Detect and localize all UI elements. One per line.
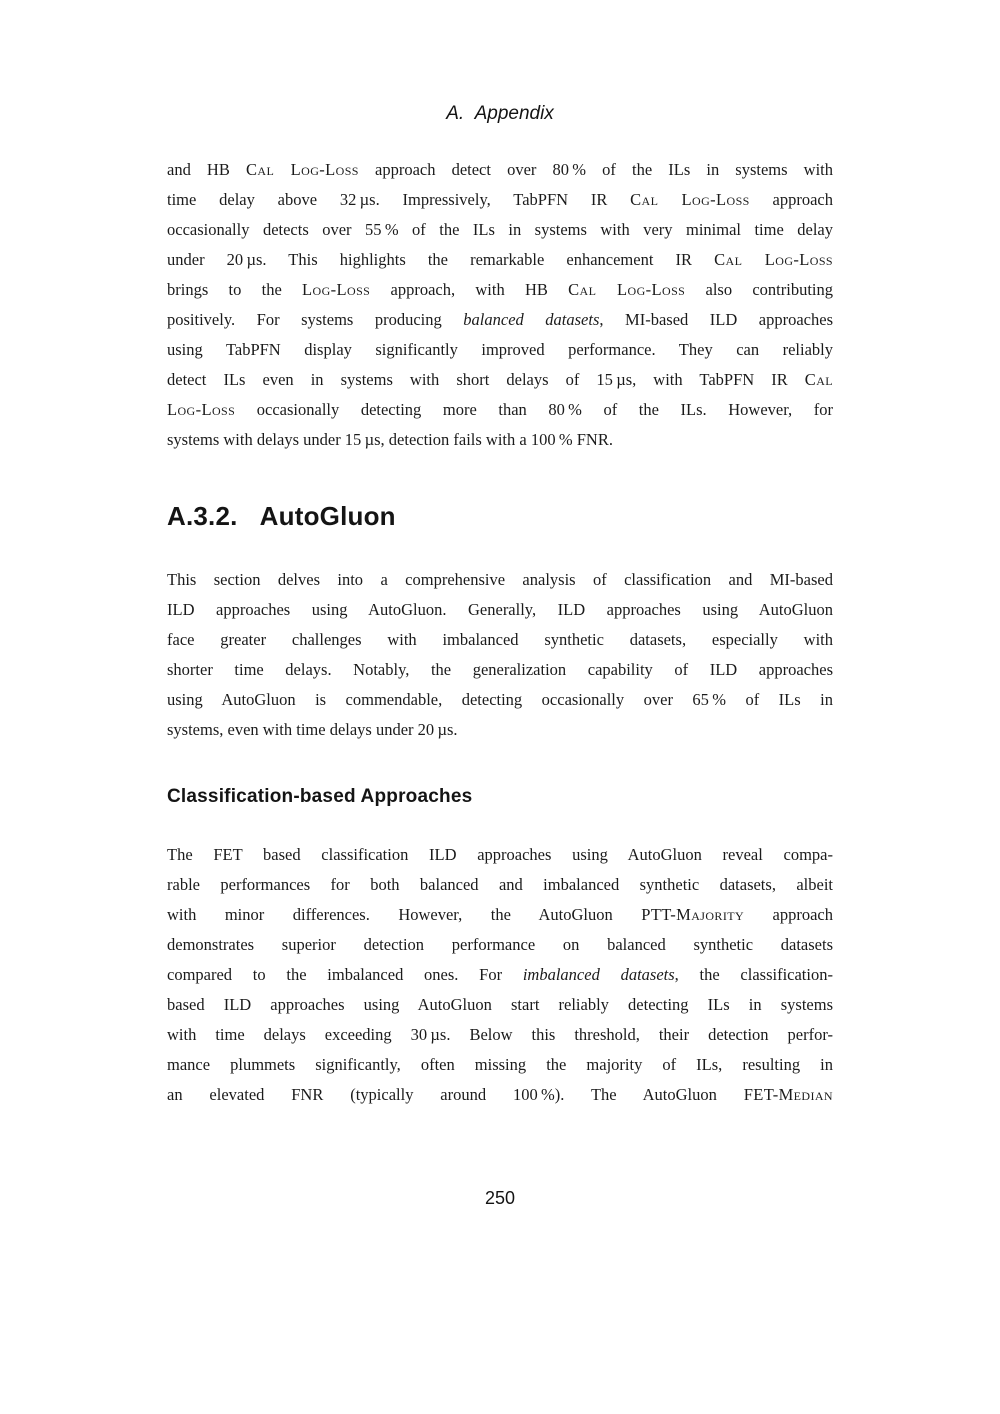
text-segment: positively. For systems producing <box>167 310 464 329</box>
text-line <box>167 565 833 595</box>
text-segment: time delay above 32 µs. Impressively, TabPFN IR <box>167 190 631 209</box>
smallcaps-term: Cal Log-Loss <box>568 280 686 299</box>
running-header-section-letter: A. <box>446 103 465 124</box>
smallcaps-term: FET-Median <box>743 1085 833 1104</box>
text-segment: mance plummets significantly, often missing the majority of ILs, resulting in <box>167 1055 833 1074</box>
text-line <box>167 305 833 335</box>
section-heading <box>167 500 833 532</box>
text-line <box>167 1080 833 1110</box>
smallcaps-term: Log-Loss <box>167 400 236 419</box>
section-title: AutoGluon <box>259 501 396 531</box>
text-line <box>167 245 833 275</box>
text-segment: approach detect over 80 % of the ILs in systems with <box>358 160 834 179</box>
running-header <box>0 100 1000 128</box>
text-line <box>167 960 833 990</box>
content-column <box>167 155 833 1110</box>
paragraph <box>167 155 833 455</box>
text-segment: ILD approaches using AutoGluon. Generally, ILD approaches using AutoGluon <box>167 600 833 619</box>
text-segment: detect ILs even in systems with short delays of 15 µs, with TabPFN IR <box>167 370 805 389</box>
text-line <box>167 395 833 425</box>
page-number: 250 <box>484 1188 516 1208</box>
text-segment: systems, even with time delays under 20 µs. <box>167 720 458 739</box>
italic-term: balanced datasets <box>463 310 600 329</box>
text-segment: brings to the <box>167 280 303 299</box>
text-line <box>167 595 833 625</box>
text-line <box>167 685 833 715</box>
smallcaps-term: Cal Log-Loss <box>714 250 833 269</box>
smallcaps-term: Cal <box>804 370 833 389</box>
text-segment: approach <box>744 905 834 924</box>
text-segment: approach <box>749 190 833 209</box>
text-segment: This section delves into a comprehensive analysis of classification and MI-based <box>167 570 833 589</box>
text-line <box>167 655 833 685</box>
text-line <box>167 1050 833 1080</box>
text-line <box>167 900 833 930</box>
smallcaps-term: Cal Log-Loss <box>245 160 359 179</box>
text-segment: with time delays exceeding 30 µs. Below this threshold, their detection perfor- <box>167 1025 833 1044</box>
text-line <box>167 715 833 745</box>
subsection-heading: Classification-based Approaches <box>167 786 473 807</box>
text-segment: , MI-based ILD approaches <box>599 310 833 329</box>
text-line <box>167 930 833 960</box>
text-line <box>167 275 833 305</box>
text-segment: rable performances for both balanced and imbalanced synthetic datasets, albeit <box>167 875 833 894</box>
text-segment: approach, with HB <box>370 280 569 299</box>
text-line <box>167 335 833 365</box>
text-segment: occasionally detecting more than 80 % of the ILs. However, for <box>235 400 833 419</box>
text-segment: compared to the imbalanced ones. For <box>167 965 523 984</box>
text-line <box>167 1020 833 1050</box>
smallcaps-term: PTT-Majority <box>641 905 745 924</box>
text-segment: under 20 µs. This highlights the remarkable enhancement IR <box>167 250 715 269</box>
text-segment: and HB <box>167 160 246 179</box>
paragraph <box>167 565 833 745</box>
section-number: A.3.2. <box>167 501 238 531</box>
text-segment: using TabPFN display significantly improved performance. They can reliably <box>167 340 833 359</box>
text-line <box>167 365 833 395</box>
text-line <box>167 840 833 870</box>
text-line <box>167 625 833 655</box>
text-segment: The FET based classification ILD approaches using AutoGluon reveal compa- <box>167 845 833 864</box>
text-line <box>167 425 833 455</box>
smallcaps-term: Cal Log-Loss <box>630 190 750 209</box>
italic-term: imbalanced datasets <box>522 965 675 984</box>
paragraph <box>167 840 833 1110</box>
text-segment: based ILD approaches using AutoGluon start reliably detecting ILs in systems <box>167 995 833 1014</box>
text-segment: also contributing <box>685 280 833 299</box>
text-line <box>167 990 833 1020</box>
text-segment: shorter time delays. Notably, the generalization capability of ILD approaches <box>167 660 833 679</box>
text-line <box>167 155 833 185</box>
text-segment: occasionally detects over 55 % of the ILs in systems with very minimal time delay <box>167 220 833 239</box>
text-segment: face greater challenges with imbalanced synthetic datasets, especially with <box>167 630 833 649</box>
text-line <box>167 215 833 245</box>
text-segment: using AutoGluon is commendable, detecting occasionally over 65 % of ILs in <box>167 690 833 709</box>
running-header-title: Appendix <box>474 103 554 124</box>
text-segment: with minor differences. However, the AutoGluon <box>167 905 642 924</box>
text-line <box>167 870 833 900</box>
text-segment: an elevated FNR (typically around 100 %). The AutoGluon <box>167 1085 744 1104</box>
text-segment: demonstrates superior detection performance on balanced synthetic datasets <box>167 935 833 954</box>
text-line <box>167 185 833 215</box>
text-segment: systems with delays under 15 µs, detection fails with a 100 % FNR. <box>167 430 613 449</box>
text-segment: , the classification- <box>674 965 833 984</box>
smallcaps-term: Log-Loss <box>302 280 371 299</box>
